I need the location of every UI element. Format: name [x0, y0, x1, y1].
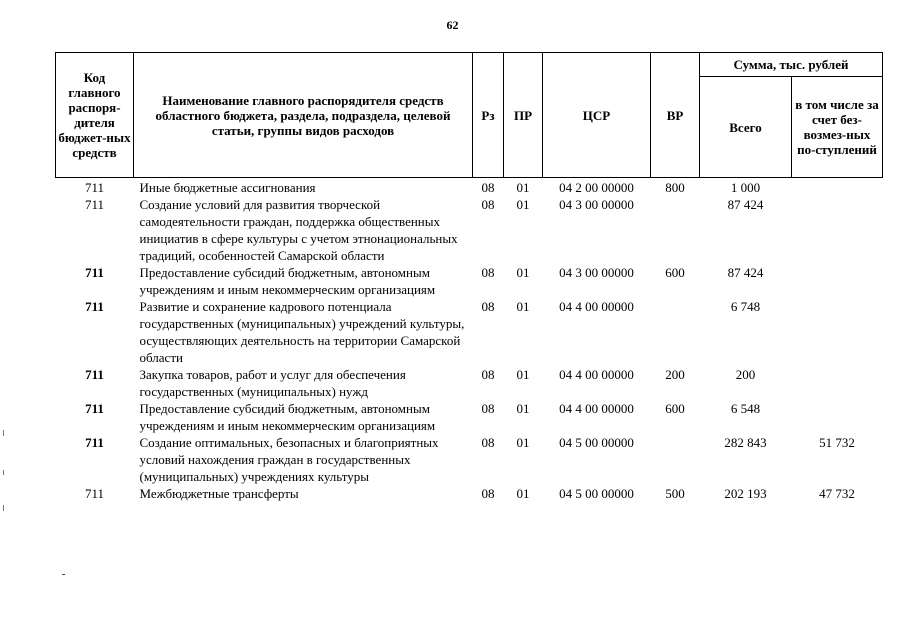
row-rz: 08: [481, 486, 495, 501]
row-vr: [651, 434, 700, 485]
row-csr: 04 3 00 00000: [559, 197, 634, 212]
row-vr: [651, 298, 700, 366]
row-total: 282 843: [724, 435, 767, 450]
header-pr: ПР: [504, 53, 543, 178]
row-total: 87 424: [727, 197, 764, 212]
table-row: [56, 366, 883, 400]
row-incl: [792, 366, 883, 400]
budget-table-sheet: [55, 52, 882, 502]
row-total: 87 424: [727, 265, 764, 280]
table-row: [56, 264, 883, 298]
table-row: [56, 196, 883, 264]
row-pr: 01: [516, 367, 530, 382]
row-rz: 08: [481, 180, 495, 195]
row-code: 711: [85, 299, 104, 314]
table-row: [56, 298, 883, 366]
row-csr: 04 3 00 00000: [559, 265, 634, 280]
row-name: Иные бюджетные ассигнования: [139, 180, 316, 195]
row-incl: 47 732: [819, 486, 855, 501]
header-incl: в том числе за счет без-возмез-ных по-ступлений: [792, 77, 883, 178]
header-csr: ЦСР: [543, 53, 651, 178]
row-incl: [792, 264, 883, 298]
row-rz: 08: [481, 401, 495, 416]
header-sum-group: Сумма, тыс. рублей: [700, 53, 883, 77]
row-code: 711: [85, 265, 104, 280]
table-row: [56, 434, 883, 485]
row-code: 711: [84, 180, 105, 195]
row-code: 711: [85, 367, 104, 382]
row-pr: 01: [516, 197, 530, 212]
row-csr: 04 4 00 00000: [559, 299, 634, 314]
row-rz: 08: [481, 265, 495, 280]
row-pr: 01: [516, 299, 530, 314]
table-body: [56, 178, 883, 503]
header-rz: Рз: [473, 53, 504, 178]
scan-margin-mark: [3, 430, 4, 436]
row-incl: 51 732: [819, 435, 855, 450]
row-vr: 600: [665, 265, 685, 280]
row-name: Предоставление субсидий бюджетным, автономным учреждениям и иным некоммерческим организациям: [139, 265, 436, 297]
header-total: Всего: [700, 77, 792, 178]
table-row: [56, 485, 883, 502]
header-code: Код главного распоря-дителя бюджет-ных средств: [56, 53, 134, 178]
row-total: 6 748: [730, 299, 761, 314]
row-incl: [792, 178, 883, 197]
row-total: 202 193: [724, 486, 767, 501]
row-csr: 04 2 00 00000: [559, 180, 634, 195]
scan-tick-mark: [62, 574, 65, 575]
row-rz: 08: [481, 367, 495, 382]
row-csr: 04 5 00 00000: [559, 435, 634, 450]
row-rz: 08: [481, 197, 495, 212]
row-name: Создание оптимальных, безопасных и благоприятных условий нахождения граждан в государственных (муниципальных) учреждениях культуры: [139, 435, 439, 484]
row-vr: 500: [665, 486, 685, 501]
row-name: Предоставление субсидий бюджетным, автономным учреждениям и иным некоммерческим организациям: [139, 401, 436, 433]
row-rz: 08: [481, 435, 495, 450]
table-row: [56, 178, 883, 197]
scan-margin-mark: [3, 505, 4, 511]
row-pr: 01: [516, 435, 530, 450]
row-vr: [651, 196, 700, 264]
row-pr: 01: [516, 401, 530, 416]
row-incl: [792, 400, 883, 434]
row-csr: 04 5 00 00000: [559, 486, 634, 501]
row-total: 1 000: [730, 180, 761, 195]
row-total: 200: [735, 367, 756, 382]
row-pr: 01: [516, 180, 530, 195]
page-number: 62: [446, 18, 459, 32]
row-code: 711: [85, 401, 104, 416]
row-vr: 800: [665, 180, 685, 195]
header-vr: ВР: [651, 53, 700, 178]
row-pr: 01: [516, 486, 530, 501]
row-csr: 04 4 00 00000: [559, 367, 634, 382]
row-name: Закупка товаров, работ и услуг для обеспечения государственных (муниципальных) нужд: [139, 367, 406, 399]
table-header: [56, 53, 883, 178]
row-rz: 08: [481, 299, 495, 314]
row-incl: [792, 196, 883, 264]
row-vr: 600: [665, 401, 685, 416]
row-csr: 04 4 00 00000: [559, 401, 634, 416]
scan-margin-mark: [3, 470, 4, 475]
row-total: 6 548: [730, 401, 761, 416]
row-code: 711: [85, 435, 104, 450]
row-name: Развитие и сохранение кадрового потенциала государственных (муниципальных) учреждений культуры, осуществляющих деятельность на территории Самарской области: [139, 299, 465, 365]
table-row: [56, 400, 883, 434]
row-incl: [792, 298, 883, 366]
row-vr: 200: [665, 367, 685, 382]
row-code: 711: [84, 486, 105, 501]
budget-table: [55, 52, 883, 502]
header-name: Наименование главного распорядителя средств областного бюджета, раздела, подраздела, целевой статьи, группы видов расходов: [134, 53, 473, 178]
row-code: 711: [84, 197, 105, 212]
row-name: Создание условий для развития творческой самодеятельности граждан, поддержка общественных инициатив в сфере культуры с учетом этнонациональных традиций, особенностей Самарской области: [139, 197, 458, 263]
row-name: Межбюджетные трансферты: [139, 486, 299, 501]
row-pr: 01: [516, 265, 530, 280]
